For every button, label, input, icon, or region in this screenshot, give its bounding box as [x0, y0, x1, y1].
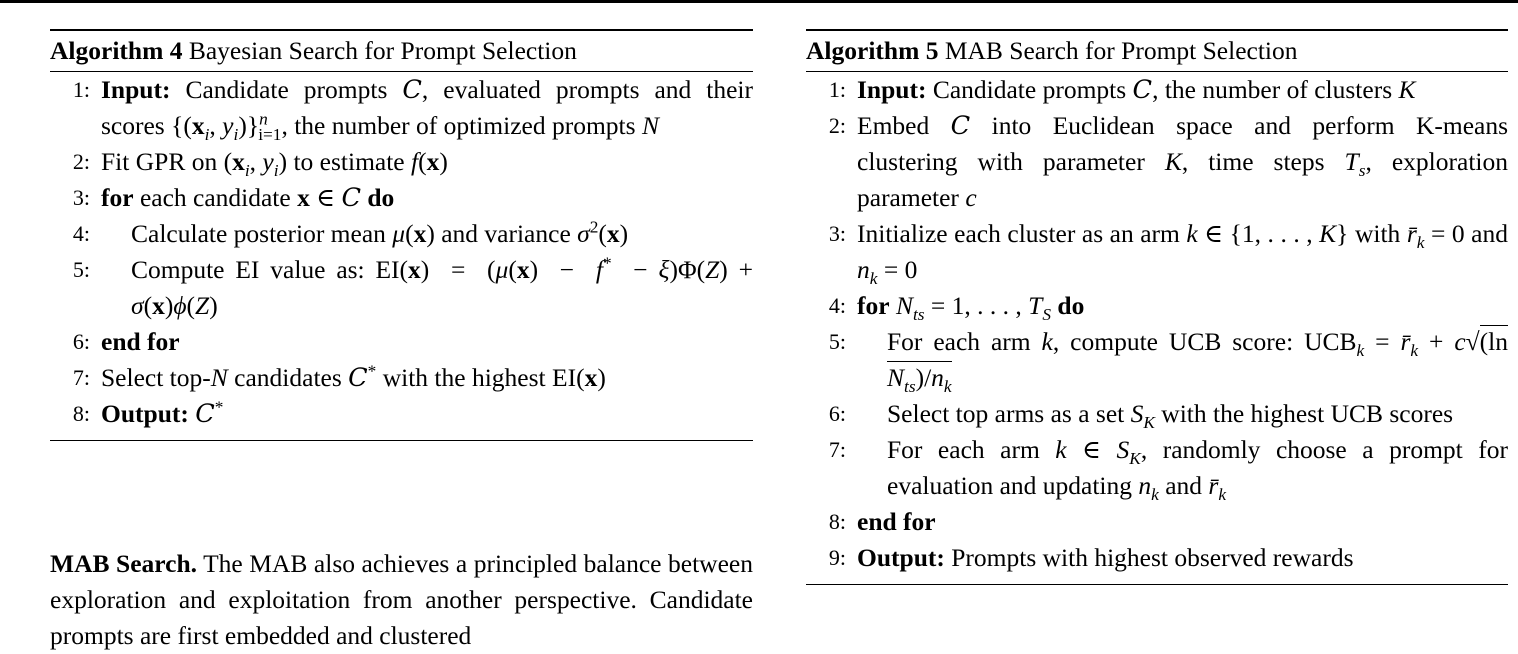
- step-number: 2:: [72, 149, 90, 174]
- algorithm-bottom-rule: [806, 584, 1508, 585]
- step-text: and variance: [434, 219, 578, 248]
- step-text: each candidate: [139, 183, 298, 212]
- step-text: , the number of optimized prompts: [281, 111, 642, 140]
- step-keyword: Output:: [857, 543, 945, 572]
- step-text: and: [1158, 471, 1209, 500]
- step-keyword: for: [101, 183, 134, 212]
- page-top-rule: [0, 0, 1518, 3]
- algorithm-step-8: 8: Output: C*: [50, 396, 753, 432]
- step-text: Fit GPR on: [101, 147, 224, 176]
- step-keyword: Input:: [101, 75, 171, 104]
- algorithm-step-6: [50, 324, 753, 360]
- step-text: and: [1464, 219, 1508, 248]
- step-text: with the highest: [376, 363, 552, 392]
- algorithm-step-2: 2: Embed C into Euclidean space and perform K-means clustering with parameter K, time steps $T_s$, exploration parameter c: [806, 108, 1508, 216]
- algorithm-step-5: 5: Compute EI value as: EI(x) = (μ(x) − f* − ξ)Φ(Z) + σ(x)ϕ(Z): [50, 252, 753, 324]
- algorithm-step-4: 4: Calculate posterior mean μ(x) and variance $\sigma^2(x)$: [50, 216, 753, 252]
- step-keyword: Output:: [101, 399, 189, 428]
- step-text: with the highest UCB scores: [1154, 399, 1454, 428]
- step-text: , time steps: [1181, 147, 1345, 176]
- algorithm-steps: [806, 72, 1508, 576]
- algorithm-step-5: 5: For each arm k, compute UCB score: $UCB_k$ = $r̄_k + c√(\ln$ $N_{ts})/n_k$: [806, 324, 1508, 396]
- mab-search-paragraph: [50, 546, 753, 654]
- step-text: Candidate prompts: [932, 75, 1133, 104]
- algorithm-step-9: [806, 540, 1508, 576]
- step-keyword: do: [1057, 291, 1085, 320]
- step-text: For each arm: [887, 327, 1042, 356]
- step-text: , compute UCB score:: [1052, 327, 1305, 356]
- algorithm-title: [806, 31, 1508, 71]
- algorithm-4-block: [50, 29, 753, 441]
- step-number: 7:: [72, 365, 90, 390]
- algorithm-name: Bayesian Search for Prompt Selection: [188, 36, 577, 65]
- step-text: with: [1348, 219, 1407, 248]
- step-number: 7:: [828, 437, 846, 462]
- step-text: Calculate posterior mean: [131, 219, 393, 248]
- step-number: 8:: [72, 401, 90, 426]
- step-number: 1:: [828, 77, 846, 102]
- step-number: 5:: [72, 257, 90, 282]
- paragraph-body: The MAB also achieves a principled balance between exploration and exploitation from another perspective. Candidate prompts are first embedded and clustered: [50, 549, 753, 650]
- step-text: into Euclidean space and perform K-means clustering with parameter: [857, 111, 1509, 176]
- algorithm-label: Algorithm 4: [50, 36, 183, 65]
- step-text: Prompts with highest observed rewards: [951, 543, 1354, 572]
- algorithm-steps: [50, 72, 753, 432]
- step-number: 4:: [72, 221, 90, 246]
- algorithm-step-7: 7: For each arm k ∈ $S_K$, randomly choose a prompt for evaluation and updating $n_k$ and $r̄_k$: [806, 432, 1508, 504]
- step-text: to estimate: [287, 147, 412, 176]
- algorithm-step-6: 6: Select top arms as a set $S_K$ with the highest UCB scores: [806, 396, 1508, 432]
- step-number: 9:: [828, 545, 846, 570]
- step-text: Select top arms as a set: [887, 399, 1131, 428]
- step-text: , evaluated prompts and their scores: [101, 75, 754, 140]
- algorithm-step-2: 2: Fit GPR on ($x_i$, $y_i$) to estimate f(x): [50, 144, 753, 180]
- algorithm-step-3: 3: Initialize each cluster as an arm k ∈ {1, . . . , K} with $r̄_k = 0$ and $n_k = 0$: [806, 216, 1508, 288]
- step-keyword: Input:: [857, 75, 927, 104]
- step-number: 3:: [72, 185, 90, 210]
- algorithm-bottom-rule: [50, 440, 753, 441]
- algorithm-step-8: [806, 504, 1508, 540]
- step-text: Select top-: [101, 363, 211, 392]
- step-number: 1:: [72, 77, 90, 102]
- step-number: 2:: [828, 113, 846, 138]
- step-keyword: do: [367, 183, 395, 212]
- step-text: For each arm: [887, 435, 1056, 464]
- algorithm-step-1: 1: Input: Candidate prompts C, the number of clusters K: [806, 72, 1508, 108]
- math-expression: {($x_i$, $y_i)\}^n_{i=1}$: [171, 109, 282, 145]
- algorithm-title: [50, 31, 753, 71]
- step-number: 6:: [828, 401, 846, 426]
- algorithm-5-block: [806, 29, 1508, 585]
- step-text: , randomly choose a prompt for evaluation and updating: [887, 435, 1508, 500]
- step-text: Compute EI value as:: [131, 255, 365, 284]
- step-text: Initialize each cluster as an arm: [857, 219, 1187, 248]
- algorithm-step-3: 3: for each candidate x ∈ C do: [50, 180, 753, 216]
- algorithm-label: Algorithm 5: [806, 36, 939, 65]
- algorithm-step-7: 7: Select top-N candidates C* with the highest EI(x): [50, 360, 753, 396]
- algorithm-step-4: 4: for $N_{ts} = 1$, . . . , $T_S$ do: [806, 288, 1508, 324]
- step-text: Candidate prompts: [185, 75, 403, 104]
- step-number: 3:: [828, 221, 846, 246]
- step-keyword: end for: [857, 507, 936, 536]
- step-number: 6:: [72, 329, 90, 354]
- algorithm-step-1: 1: Input: Candidate prompts C, evaluated prompts and their scores {($x_i$, $y_i)\}^n_{i=1}$, the number of optimized prompts N: [50, 72, 753, 144]
- step-text: candidates: [227, 363, 349, 392]
- step-keyword: end for: [101, 327, 180, 356]
- algorithm-name: MAB Search for Prompt Selection: [944, 36, 1298, 65]
- step-text: Embed: [857, 111, 951, 140]
- step-text: , the number of clusters: [1152, 75, 1399, 104]
- step-number: 4:: [828, 293, 846, 318]
- step-text: , exploration parameter: [857, 147, 1508, 212]
- step-number: 5:: [828, 329, 846, 354]
- step-number: 8:: [828, 509, 846, 534]
- paragraph-heading: MAB Search.: [50, 549, 198, 578]
- step-keyword: for: [857, 291, 890, 320]
